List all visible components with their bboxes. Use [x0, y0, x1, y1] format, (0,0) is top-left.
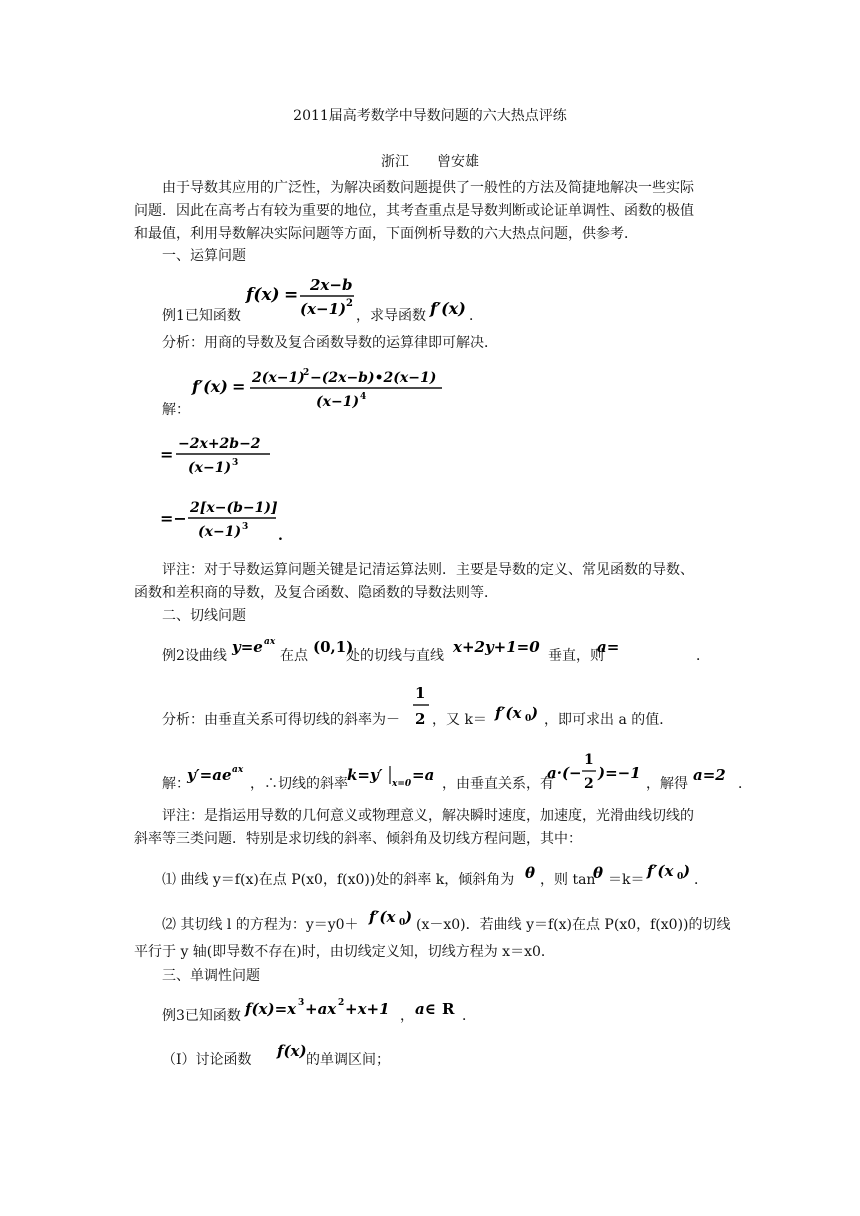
svg-text:f′(x: f′(x [495, 704, 522, 722]
svg-text:R: R [442, 1000, 455, 1018]
section-heading-3: 三、单调性问题 [162, 968, 260, 984]
example-3-mid: ， [400, 1008, 414, 1024]
item-1-c: ＝k＝ [608, 872, 645, 888]
svg-text:2(x−1): 2(x−1) [252, 370, 305, 386]
example-2-perp: 垂直，则 [548, 648, 604, 664]
example-3-end: ． [462, 1008, 476, 1024]
formula-a-equals-2 [692, 762, 740, 786]
analysis-1: 分析：用商的导数及复合函数导数的运算律即可解决． [162, 335, 498, 351]
svg-text:f(x): f(x) [246, 285, 280, 305]
formula-derivative-step-1 [190, 364, 446, 414]
svg-text:θ: θ [593, 864, 604, 882]
formula-theta [524, 860, 540, 884]
svg-text:1: 1 [415, 684, 426, 702]
example-2-at: 在点 [280, 648, 308, 664]
svg-text:−2x+2b−2: −2x+2b−2 [178, 436, 261, 452]
solution-2-c: ，由垂直关系，有 [442, 776, 554, 792]
svg-text:x=0: x=0 [392, 779, 412, 789]
example-2-mid: 处的切线与直线 [346, 648, 444, 664]
svg-text:0: 0 [525, 714, 532, 724]
svg-text:(x−1): (x−1) [198, 524, 242, 540]
svg-text:+ax: +ax [305, 1000, 337, 1018]
svg-text:2: 2 [346, 298, 353, 309]
svg-text:2[x−(b−1)]: 2[x−(b−1)] [190, 500, 278, 516]
svg-text:=a: =a [412, 766, 435, 784]
formula-f-definition [244, 272, 356, 320]
comment-1-line-2: 函数和差积商的导数，及复合函数、隐函数的导数法则等． [134, 585, 498, 601]
formula-f-prime-x0-3 [368, 904, 418, 928]
comment-2-line-1: 评注：是指运用导数的几何意义或物理意义，解决瞬时速度，加速度，光滑曲线切线的 [162, 808, 694, 824]
svg-text:=: = [232, 377, 246, 396]
svg-text:): ) [683, 862, 691, 880]
svg-text:(0,1): (0,1) [313, 638, 354, 656]
intro-line-2: 问题．因此在高考占有较为重要的地位，其考查重点是导数判断或论证单调性、函数的极值 [134, 203, 694, 219]
svg-text:0: 0 [399, 918, 406, 928]
analysis-2-a: 分析：由垂直关系可得切线的斜率为－ [162, 712, 400, 728]
svg-text:2: 2 [415, 710, 426, 728]
solution-2-a: 解： [162, 776, 190, 792]
formula-half [412, 680, 432, 732]
formula-derivative-step-3 [158, 494, 286, 546]
item-2-b: (x－x0)．若曲线 y＝f(x)在点 P(x0，f(x0))的切线 [416, 917, 731, 933]
svg-text:2: 2 [338, 998, 345, 1008]
svg-text:a·(−: a·(− [547, 764, 582, 782]
example-3-prefix: 例3已知函数 [162, 1008, 241, 1024]
svg-text:a=: a= [597, 638, 620, 656]
comment-2-line-2: 斜率等三类问题．特别是求切线的斜率、倾斜角及切线方程问题，其中： [134, 831, 582, 847]
svg-text:0: 0 [677, 872, 684, 882]
svg-text:)=−1: )=−1 [598, 764, 641, 782]
example-1-mid: ，求导函数 [356, 308, 426, 324]
svg-text:−(2x−b)•2(x−1): −(2x−b)•2(x−1) [310, 370, 437, 386]
svg-text:2: 2 [303, 368, 310, 378]
svg-text:): ) [531, 704, 539, 722]
svg-text:f′(x): f′(x) [430, 299, 466, 318]
svg-text:f′(x: f′(x [369, 908, 396, 926]
svg-text:+x+1: +x+1 [345, 1000, 390, 1018]
item-1-d: ． [694, 872, 708, 888]
svg-text:1: 1 [584, 752, 594, 768]
solution-1-label: 解： [162, 402, 190, 418]
section-heading-1: 一、运算问题 [162, 248, 246, 264]
intro-line-3: 和最值，利用导数解决实际问题等方面，下面例析导数的六大热点问题，供参考． [134, 226, 638, 242]
formula-line [452, 634, 548, 658]
formula-derivative-step-2 [158, 430, 278, 480]
svg-text:3: 3 [242, 522, 249, 532]
formula-curve [230, 634, 280, 658]
formula-cubic [244, 992, 402, 1020]
svg-text:2: 2 [584, 776, 594, 792]
example-3-part-1-a: （Ⅰ）讨论函数 [162, 1052, 252, 1068]
svg-text:x+2y+1=0: x+2y+1=0 [453, 638, 540, 656]
example-1-end: ． [469, 308, 483, 324]
svg-text:3: 3 [298, 998, 305, 1008]
author-line: 浙江 曾安雄 [381, 154, 479, 170]
formula-theta-2 [592, 860, 608, 884]
item-1-b: ，则 tan [540, 872, 596, 888]
svg-text:2x−b: 2x−b [310, 276, 353, 294]
formula-a-blank [596, 634, 636, 658]
svg-text:(x−1): (x−1) [188, 460, 232, 476]
solution-2-e: ． [738, 776, 752, 792]
svg-text:f′(x: f′(x [647, 862, 674, 880]
svg-text:4: 4 [360, 392, 367, 402]
example-2-end: ． [696, 648, 710, 664]
formula-f-prime-x0 [494, 700, 544, 724]
formula-f-prime [428, 296, 472, 320]
svg-text:=: = [160, 445, 174, 464]
svg-text:=−: =− [160, 509, 187, 528]
svg-text:a∈: a∈ [415, 1000, 436, 1018]
example-3-part-1-b: 的单调区间； [306, 1052, 390, 1068]
svg-text:.: . [278, 528, 283, 544]
intro-line-1: 由于导数其应用的广泛性，为解决函数问题提供了一般性的方法及简捷地解决一些实际 [162, 180, 694, 196]
svg-text:k=y′: k=y′ [347, 766, 383, 784]
example-2-prefix: 例2设曲线 [162, 648, 227, 664]
formula-a-in-r [414, 996, 464, 1020]
svg-text:ax: ax [264, 637, 276, 647]
item-2-a: ⑵ 其切线 l 的方程为：y＝y0＋ [162, 917, 359, 933]
section-heading-2: 二、切线问题 [162, 608, 246, 624]
svg-text:θ: θ [525, 864, 536, 882]
svg-text:(x−1): (x−1) [300, 300, 347, 318]
formula-f-prime-x0-2 [646, 858, 696, 882]
comment-1-line-1: 评注：对于导数运算问题关键是记清运算法则．主要是导数的定义、常见函数的导数、 [162, 562, 694, 578]
svg-text:f(x)=x: f(x)=x [245, 1000, 297, 1018]
formula-slope-k [346, 762, 446, 790]
svg-text:f(x): f(x) [277, 1042, 307, 1060]
page-title: 2011届高考数学中导数问题的六大热点评练 [293, 108, 567, 124]
svg-text:ax: ax [232, 765, 244, 775]
analysis-2-c: ，即可求出 a 的值． [544, 712, 674, 728]
item-2-line-2: 平行于 y 轴(即导数不存在)时，由切线定义知，切线方程为 x＝x0． [134, 944, 555, 960]
formula-point [312, 634, 354, 658]
analysis-2-b: ，又 k＝ [432, 712, 487, 728]
item-1-a: ⑴ 曲线 y＝f(x)在点 P(x0，f(x0))处的斜率 k，倾斜角为 [162, 872, 515, 888]
svg-text:y=e: y=e [232, 638, 263, 656]
formula-perpendicular [546, 748, 646, 794]
example-1-prefix: 例1已知函数 [162, 308, 241, 324]
formula-derivative-exp [186, 762, 250, 786]
solution-2-b: ，∴切线的斜率 [250, 776, 348, 792]
svg-text:): ) [405, 908, 413, 926]
svg-text:3: 3 [232, 458, 239, 468]
solution-2-d: ，解得 [646, 776, 688, 792]
svg-text:y′=ae: y′=ae [187, 766, 232, 784]
svg-text:(x−1): (x−1) [316, 394, 360, 410]
svg-text:=: = [284, 285, 299, 305]
svg-text:f′(x): f′(x) [192, 377, 228, 396]
svg-text:a=2: a=2 [693, 766, 726, 784]
